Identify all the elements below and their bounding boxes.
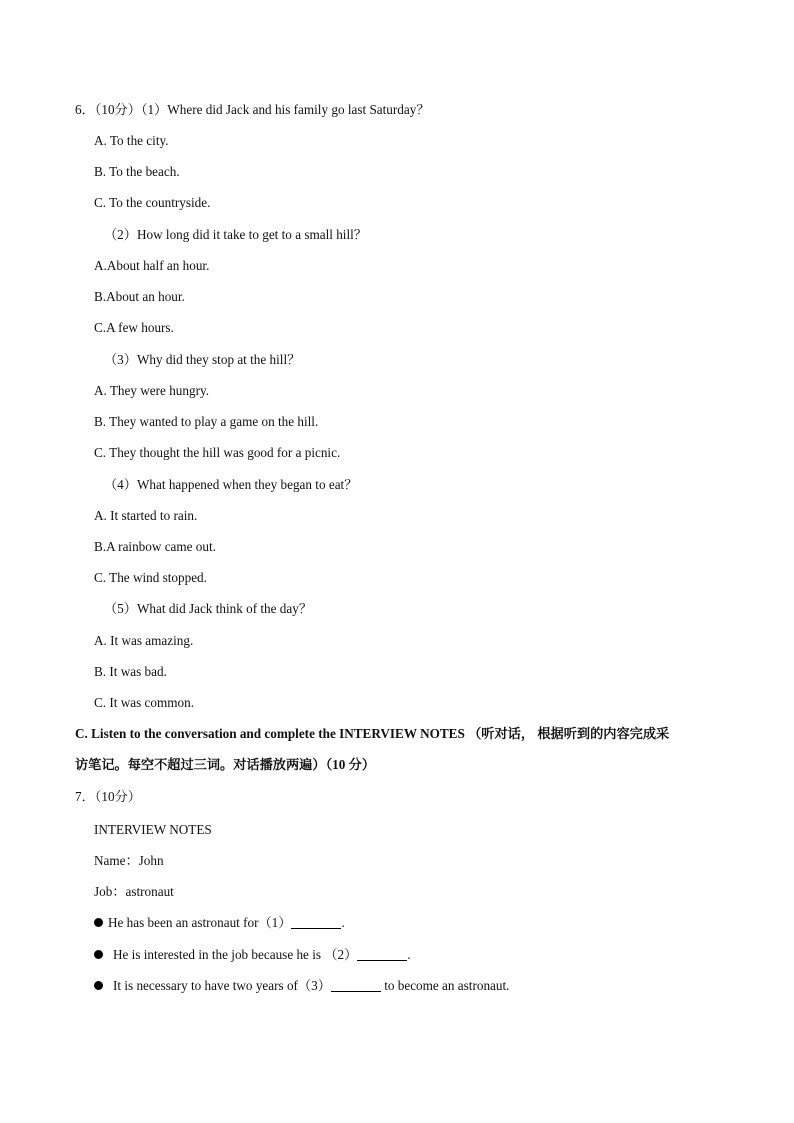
q6-5-option-b: B. It was bad. bbox=[94, 664, 167, 679]
q6-3-option-a: A. They were hungry. bbox=[94, 383, 209, 398]
answer-blank-3[interactable] bbox=[331, 978, 381, 992]
section-c-instruction-line2: 访笔记。每空不超过三词。对话播放两遍）（10 分） bbox=[75, 757, 376, 772]
q6-1-option-a: A. To the city. bbox=[94, 133, 169, 148]
note-bullet-2 bbox=[94, 946, 411, 964]
answer-blank-2[interactable] bbox=[357, 947, 407, 961]
q6-5-option-c: C. It was common. bbox=[94, 695, 194, 710]
q6-1-option-b: B. To the beach. bbox=[94, 164, 180, 179]
note-bullet-1 bbox=[94, 914, 345, 932]
interview-job: Job：astronaut bbox=[94, 884, 174, 899]
q6-1-option-c: C. To the countryside. bbox=[94, 195, 211, 210]
note-2-end: . bbox=[407, 947, 411, 962]
interview-name: Name：John bbox=[94, 853, 164, 868]
note-2-text: He is interested in the job because he is （2） bbox=[113, 947, 358, 962]
q6-3-option-b: B. They wanted to play a game on the hill. bbox=[94, 414, 319, 429]
note-3-end: to become an astronaut. bbox=[380, 978, 510, 993]
interview-notes-title: INTERVIEW NOTES bbox=[94, 822, 212, 837]
bullet-icon bbox=[94, 918, 103, 927]
answer-blank-1[interactable] bbox=[291, 915, 341, 929]
q6-4-option-a: A. It started to rain. bbox=[94, 508, 198, 523]
q6-3-option-c: C. They thought the hill was good for a picnic. bbox=[94, 445, 341, 460]
q6-4-option-c: C. The wind stopped. bbox=[94, 570, 207, 585]
note-1-text: He has been an astronaut for（1） bbox=[108, 915, 292, 930]
bullet-icon bbox=[94, 981, 103, 990]
question-6-4: （4）What happened when they began to eat？ bbox=[104, 477, 358, 492]
q6-2-option-a: A.About half an hour. bbox=[94, 258, 210, 273]
q6-4-option-b: B.A rainbow came out. bbox=[94, 539, 216, 554]
note-bullet-3 bbox=[94, 977, 509, 995]
q6-2-option-b: B.About an hour. bbox=[94, 289, 185, 304]
question-6-3: （3）Why did they stop at the hill？ bbox=[104, 352, 301, 367]
question-6-2: （2）How long did it take to get to a small hill？ bbox=[104, 227, 367, 242]
section-c-instruction-line1: C. Listen to the conversation and complete the INTERVIEW NOTES （听对话， 根据听到的内容完成采 bbox=[75, 726, 670, 741]
question-6-5: （5）What did Jack think of the day？ bbox=[104, 601, 313, 616]
note-1-end: . bbox=[341, 915, 345, 930]
q6-5-option-a: A. It was amazing. bbox=[94, 633, 194, 648]
bullet-icon bbox=[94, 950, 103, 959]
note-3-text: It is necessary to have two years of（3） bbox=[113, 978, 331, 993]
question-7-header: 7．（10分） bbox=[75, 789, 141, 804]
q6-2-option-c: C.A few hours. bbox=[94, 320, 174, 335]
question-6-header: 6．（10分）（1）Where did Jack and his family go last Saturday？ bbox=[75, 102, 430, 117]
